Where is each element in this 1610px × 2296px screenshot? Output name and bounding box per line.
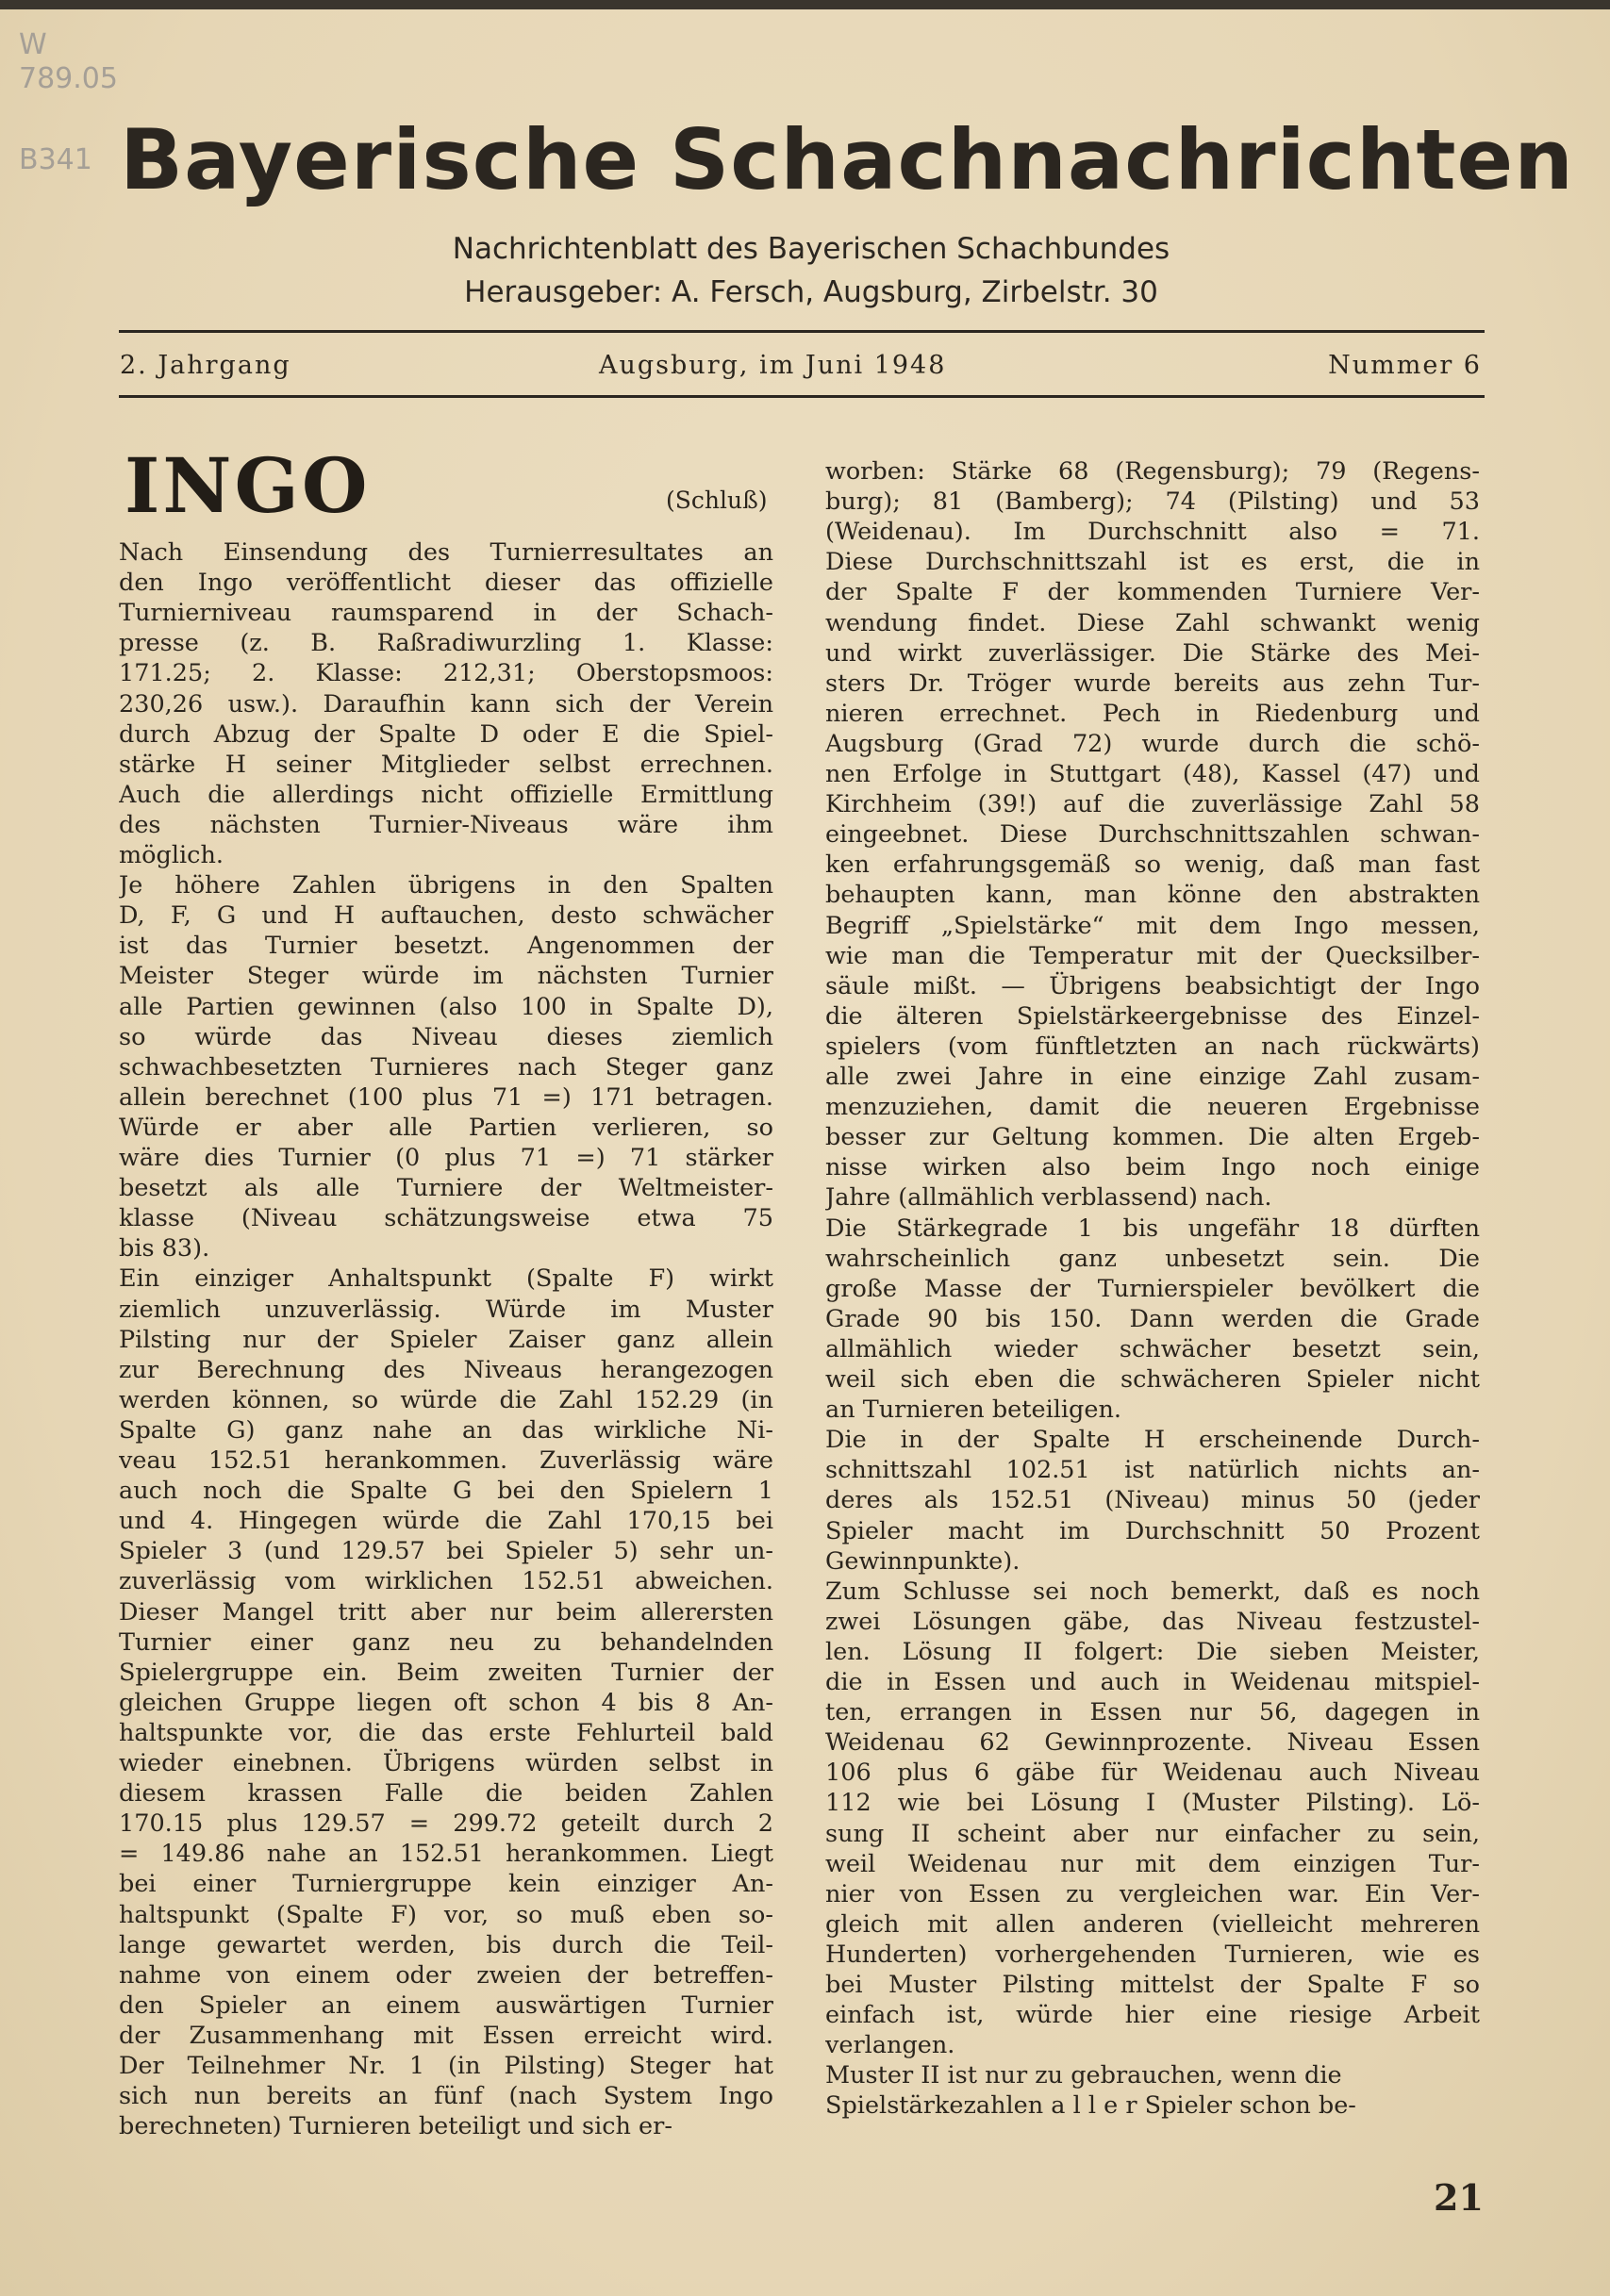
- text-line: Pilsting nur der Spieler Zaiser ganz allein: [119, 1325, 773, 1354]
- text-line: Muster II ist nur zu gebrauchen, wenn die: [825, 2061, 1342, 2090]
- text-line: lange gewartet werden, bis durch die Teil-: [119, 1930, 773, 1959]
- text-line: die älteren Spielstärkeergebnisse des Einzel-: [825, 1001, 1480, 1031]
- text-line: Ein einziger Anhaltspunkt (Spalte F) wirkt: [119, 1264, 773, 1294]
- text-line: Zum Schlusse sei noch bemerkt, daß es noch: [825, 1577, 1480, 1606]
- text-line: allmählich wieder schwächer besetzt sein,: [825, 1334, 1480, 1363]
- text-line: Je höhere Zahlen übrigens in den Spalten: [119, 871, 773, 900]
- text-line: des nächsten Turnier-Niveaus wäre ihm: [119, 810, 773, 839]
- text-line: Jahre (allmählich verblassend) nach.: [825, 1183, 1272, 1213]
- text-line: den Ingo veröffentlicht dieser das offizielle: [119, 569, 773, 598]
- text-line: Weidenau 62 Gewinnprozente. Niveau Essen: [825, 1728, 1480, 1758]
- pencil-note: 789.05: [19, 62, 118, 95]
- text-line: schwachbesetzten Turnieres nach Steger ganz: [119, 1052, 773, 1082]
- text-line: alle Partien gewinnen (also 100 in Spalte D),: [119, 992, 773, 1021]
- masthead-subtitle: Nachrichtenblatt des Bayerischen Schachbundes: [452, 232, 1170, 266]
- text-line: menzuziehen, damit die neueren Ergebnisse: [825, 1093, 1480, 1122]
- text-line: wieder einebnen. Übrigens würden selbst in: [119, 1749, 773, 1777]
- text-line: sters Dr. Tröger wurde bereits aus zehn Tur-: [825, 669, 1480, 698]
- text-line: gleich mit allen anderen (vielleicht mehreren: [825, 1909, 1480, 1939]
- text-line: auch noch die Spalte G bei den Spielern 1: [119, 1477, 773, 1506]
- text-line: möglich.: [119, 841, 224, 869]
- text-line: eingeebnet. Diese Durchschnittszahlen schwan-: [825, 820, 1480, 850]
- text-line: 112 wie bei Lösung I (Muster Pilsting). Lö-: [825, 1789, 1480, 1818]
- text-line: burg); 81 (Bamberg); 74 (Pilsting) und 53: [825, 487, 1480, 517]
- text-line: bei Muster Pilsting mittelst der Spalte F so: [825, 1971, 1480, 1999]
- text-line: wie man die Temperatur mit der Quecksilber-: [825, 941, 1480, 970]
- text-line: an Turnieren beteiligen.: [825, 1396, 1121, 1425]
- issue-number: Nummer 6: [1328, 351, 1482, 380]
- text-line: Spalte G) ganz nahe an das wirkliche Ni-: [119, 1415, 773, 1445]
- text-line: der Zusammenhang mit Essen erreicht wird.: [119, 2021, 773, 2050]
- text-line: 171.25; 2. Klasse: 212,31; Oberstopsmoos:: [119, 659, 773, 688]
- masthead-publisher: Herausgeber: A. Fersch, Augsburg, Zirbelstr. 30: [464, 275, 1158, 309]
- text-line: stärke H seiner Mitglieder selbst errechnen.: [119, 750, 773, 779]
- text-line: große Masse der Turnierspieler bevölkert die: [825, 1274, 1480, 1303]
- text-line: bei einer Turniergruppe kein einziger An-: [119, 1870, 773, 1899]
- text-line: Die in der Spalte H erscheinende Durch-: [825, 1426, 1480, 1455]
- text-line: Gewinnpunkte).: [825, 1546, 1021, 1576]
- text-line: Die Stärkegrade 1 bis ungefähr 18 dürften: [825, 1214, 1480, 1243]
- text-line: berechneten) Turnieren beteiligt und sich er-: [119, 2112, 672, 2141]
- text-line: der Spalte F der kommenden Turniere Ver-: [825, 578, 1480, 607]
- text-line: gleichen Gruppe liegen oft schon 4 bis 8 An-: [119, 1688, 773, 1717]
- text-line: Spieler macht im Durchschnitt 50 Prozent: [825, 1516, 1480, 1545]
- bottom-rule: [119, 395, 1485, 398]
- text-line: ken erfahrungsgemäß so wenig, daß man fast: [825, 851, 1480, 880]
- text-line: und wirkt zuverlässiger. Die Stärke des Mei-: [825, 638, 1480, 668]
- text-line: Turnier einer ganz neu zu behandelnden: [119, 1627, 773, 1657]
- text-line: Spielstärkezahlen a l l e r Spieler schon be-: [825, 2091, 1356, 2121]
- text-line: = 149.86 nahe an 152.51 herankommen. Liegt: [119, 1840, 773, 1869]
- text-line: Meister Steger würde im nächsten Turnier: [119, 962, 773, 991]
- text-line: Spielergruppe ein. Beim zweiten Turnier der: [119, 1658, 773, 1687]
- text-line: Auch die allerdings nicht offizielle Ermittlung: [119, 780, 773, 809]
- text-line: 230,26 usw.). Daraufhin kann sich der Verein: [119, 689, 773, 719]
- text-line: bis 83).: [119, 1234, 210, 1264]
- text-line: presse (z. B. Raßradiwurzling 1. Klasse:: [119, 629, 773, 658]
- text-line: weil sich eben die schwächeren Spieler nicht: [825, 1365, 1480, 1394]
- text-line: D, F, G und H auftauchen, desto schwächer: [119, 901, 773, 931]
- text-line: Diese Durchschnittszahl ist es erst, die in: [825, 548, 1480, 577]
- article-heading: INGO: [124, 441, 371, 530]
- text-line: den Spieler an einem auswärtigen Turnier: [119, 1990, 773, 2020]
- top-rule: [119, 330, 1485, 333]
- text-line: Spieler 3 (und 129.57 bei Spieler 5) sehr un-: [119, 1537, 773, 1566]
- page-number: 21: [1434, 2176, 1484, 2219]
- issue-place-date: Augsburg, im Juni 1948: [599, 351, 947, 380]
- text-line: ten, errangen in Essen nur 56, dagegen in: [825, 1698, 1480, 1727]
- masthead-title: Bayerische Schachnachrichten: [120, 111, 1574, 208]
- text-line: haltspunkt (Spalte F) vor, so muß eben so-: [119, 1900, 773, 1929]
- text-line: Grade 90 bis 150. Dann werden die Grade: [825, 1304, 1480, 1333]
- text-line: haltspunkte vor, die das erste Fehlurteil bald: [119, 1718, 773, 1747]
- text-line: Nach Einsendung des Turnierresultates an: [119, 538, 773, 567]
- text-line: die in Essen und auch in Weidenau mitspiel-: [825, 1668, 1480, 1696]
- pencil-note: W: [19, 28, 47, 61]
- text-line: (Weidenau). Im Durchschnitt also = 71.: [825, 518, 1480, 547]
- text-line: Der Teilnehmer Nr. 1 (in Pilsting) Steger hat: [119, 2052, 773, 2080]
- text-line: nen Erfolge in Stuttgart (48), Kassel (47) und: [825, 760, 1480, 788]
- page-top-edge: [0, 0, 1610, 9]
- text-line: behaupten kann, man könne den abstrakten: [825, 881, 1480, 910]
- text-line: zur Berechnung des Niveaus herangezogen: [119, 1355, 773, 1384]
- text-line: schnittszahl 102.51 ist natürlich nichts an-: [825, 1456, 1480, 1485]
- text-line: durch Abzug der Spalte D oder E die Spiel-: [119, 719, 773, 749]
- text-line: veau 152.51 herankommen. Zuverlässig wäre: [119, 1446, 773, 1475]
- text-line: Kirchheim (39!) auf die zuverlässige Zahl 58: [825, 790, 1480, 819]
- text-line: nahme von einem oder zweien der betreffen-: [119, 1960, 773, 1990]
- text-line: säule mißt. — Übrigens beabsichtigt der Ingo: [825, 971, 1480, 1000]
- text-line: alle zwei Jahre in eine einzige Zahl zusam-: [825, 1063, 1480, 1091]
- text-line: so würde das Niveau dieses ziemlich: [119, 1022, 773, 1051]
- text-line: besetzt als alle Turniere der Weltmeister-: [119, 1174, 773, 1203]
- text-line: verlangen.: [825, 2031, 955, 2060]
- text-line: wendung findet. Diese Zahl schwankt wenig: [825, 608, 1480, 637]
- text-line: 170.15 plus 129.57 = 299.72 geteilt durch 2: [119, 1809, 773, 1839]
- article-heading-note: (Schluß): [666, 487, 768, 514]
- text-line: deres als 152.51 (Niveau) minus 50 (jeder: [825, 1486, 1480, 1515]
- text-line: wäre dies Turnier (0 plus 71 =) 71 stärker: [119, 1144, 773, 1172]
- issue-volume: 2. Jahrgang: [120, 351, 291, 380]
- text-line: Turnierniveau raumsparend in der Schach-: [119, 599, 773, 628]
- text-line: ist das Turnier besetzt. Angenommen der: [119, 932, 773, 961]
- text-line: Hunderten) vorhergehenden Turnieren, wie es: [825, 1940, 1480, 1969]
- text-line: spielers (vom fünftletzten an nach rückwärts): [825, 1032, 1480, 1061]
- text-line: Würde er aber alle Partien verlieren, so: [119, 1113, 773, 1142]
- text-line: nisse wirken also beim Ingo noch einige: [825, 1153, 1480, 1182]
- text-line: Augsburg (Grad 72) wurde durch die schö-: [825, 729, 1480, 758]
- text-line: besser zur Geltung kommen. Die alten Ergeb-: [825, 1123, 1480, 1152]
- text-line: ziemlich unzuverlässig. Würde im Muster: [119, 1295, 773, 1324]
- text-line: diesem krassen Falle die beiden Zahlen: [119, 1779, 773, 1809]
- text-line: einfach ist, würde hier eine riesige Arbeit: [825, 2001, 1480, 2030]
- text-line: sung II scheint aber nur einfacher zu sein,: [825, 1819, 1480, 1848]
- text-line: zuverlässig vom wirklichen 152.51 abweichen.: [119, 1567, 773, 1596]
- text-line: sich nun bereits an fünf (nach System Ingo: [119, 2082, 773, 2111]
- text-line: werden können, so würde die Zahl 152.29 (in: [119, 1385, 773, 1414]
- text-line: nieren errechnet. Pech in Riedenburg und: [825, 699, 1480, 728]
- text-line: zwei Lösungen gäbe, das Niveau festzustel-: [825, 1607, 1480, 1636]
- text-line: allein berechnet (100 plus 71 =) 171 betragen.: [119, 1082, 773, 1112]
- text-line: Dieser Mangel tritt aber nur beim allerersten: [119, 1597, 773, 1627]
- text-line: nier von Essen zu vergleichen war. Ein Ver-: [825, 1879, 1480, 1908]
- pencil-note: B341: [19, 143, 92, 176]
- text-line: wahrscheinlich ganz unbesetzt sein. Die: [825, 1244, 1480, 1273]
- text-line: 106 plus 6 gäbe für Weidenau auch Niveau: [825, 1759, 1480, 1788]
- text-line: Begriff „Spielstärke“ mit dem Ingo messen,: [825, 911, 1480, 940]
- text-line: worben: Stärke 68 (Regensburg); 79 (Regens-: [825, 457, 1480, 486]
- text-line: klasse (Niveau schätzungsweise etwa 75: [119, 1204, 773, 1233]
- text-line: weil Weidenau nur mit dem einzigen Tur-: [825, 1849, 1480, 1878]
- text-line: und 4. Hingegen würde die Zahl 170,15 bei: [119, 1507, 773, 1536]
- text-line: len. Lösung II folgert: Die sieben Meister,: [825, 1637, 1480, 1666]
